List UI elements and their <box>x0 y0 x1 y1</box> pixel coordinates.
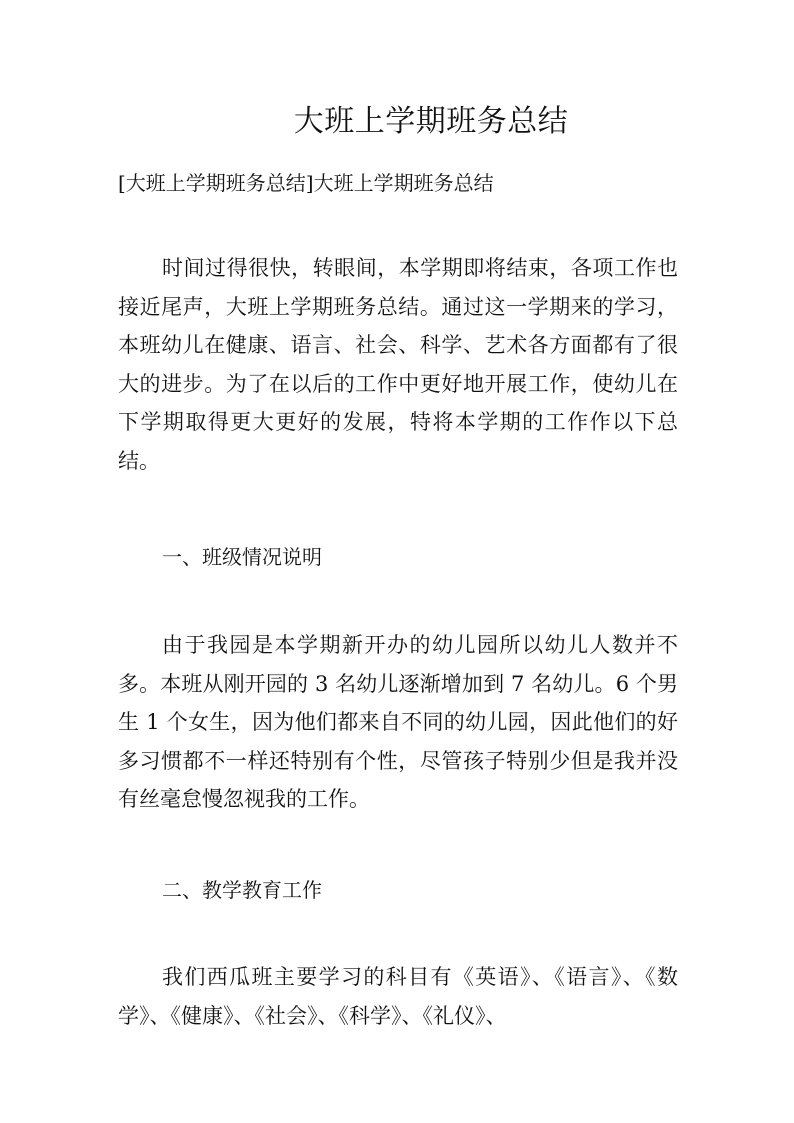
class-overview-paragraph: 由于我园是本学期新开办的幼儿园所以幼儿人数并不多。本班从刚开园的 3 名幼儿逐渐增加到 7 名幼儿。6 个男生 1 个女生，因为他们都来自不同的幼儿园，因此他们的好多习惯都不一样还特别有个性，尽管孩子特别少但是我并没有丝毫怠慢忽视我的工作。 <box>118 633 678 811</box>
section-heading-teaching-work: 二、教学教育工作 <box>162 878 322 902</box>
intro-paragraph: 时间过得很快，转眼间，本学期即将结束，各项工作也接近尾声，大班上学期班务总结。通过这一学期来的学习，本班幼儿在健康、语言、社会、科学、艺术各方面都有了很大的进步。为了在以后的工作中更好地开展工作，使幼儿在下学期取得更大更好的发展，特将本学期的工作作以下总结。 <box>118 256 678 473</box>
teaching-work-paragraph: 我们西瓜班主要学习的科目有《英语》、《语言》、《数学》、《健康》、《社会》、《科学》、《礼仪》、 <box>118 965 678 1028</box>
document-subtitle: [大班上学期班务总结]大班上学期班务总结 <box>118 171 494 195</box>
document-title: 大班上学期班务总结 <box>293 104 569 139</box>
section-heading-class-overview: 一、班级情况说明 <box>162 545 322 569</box>
